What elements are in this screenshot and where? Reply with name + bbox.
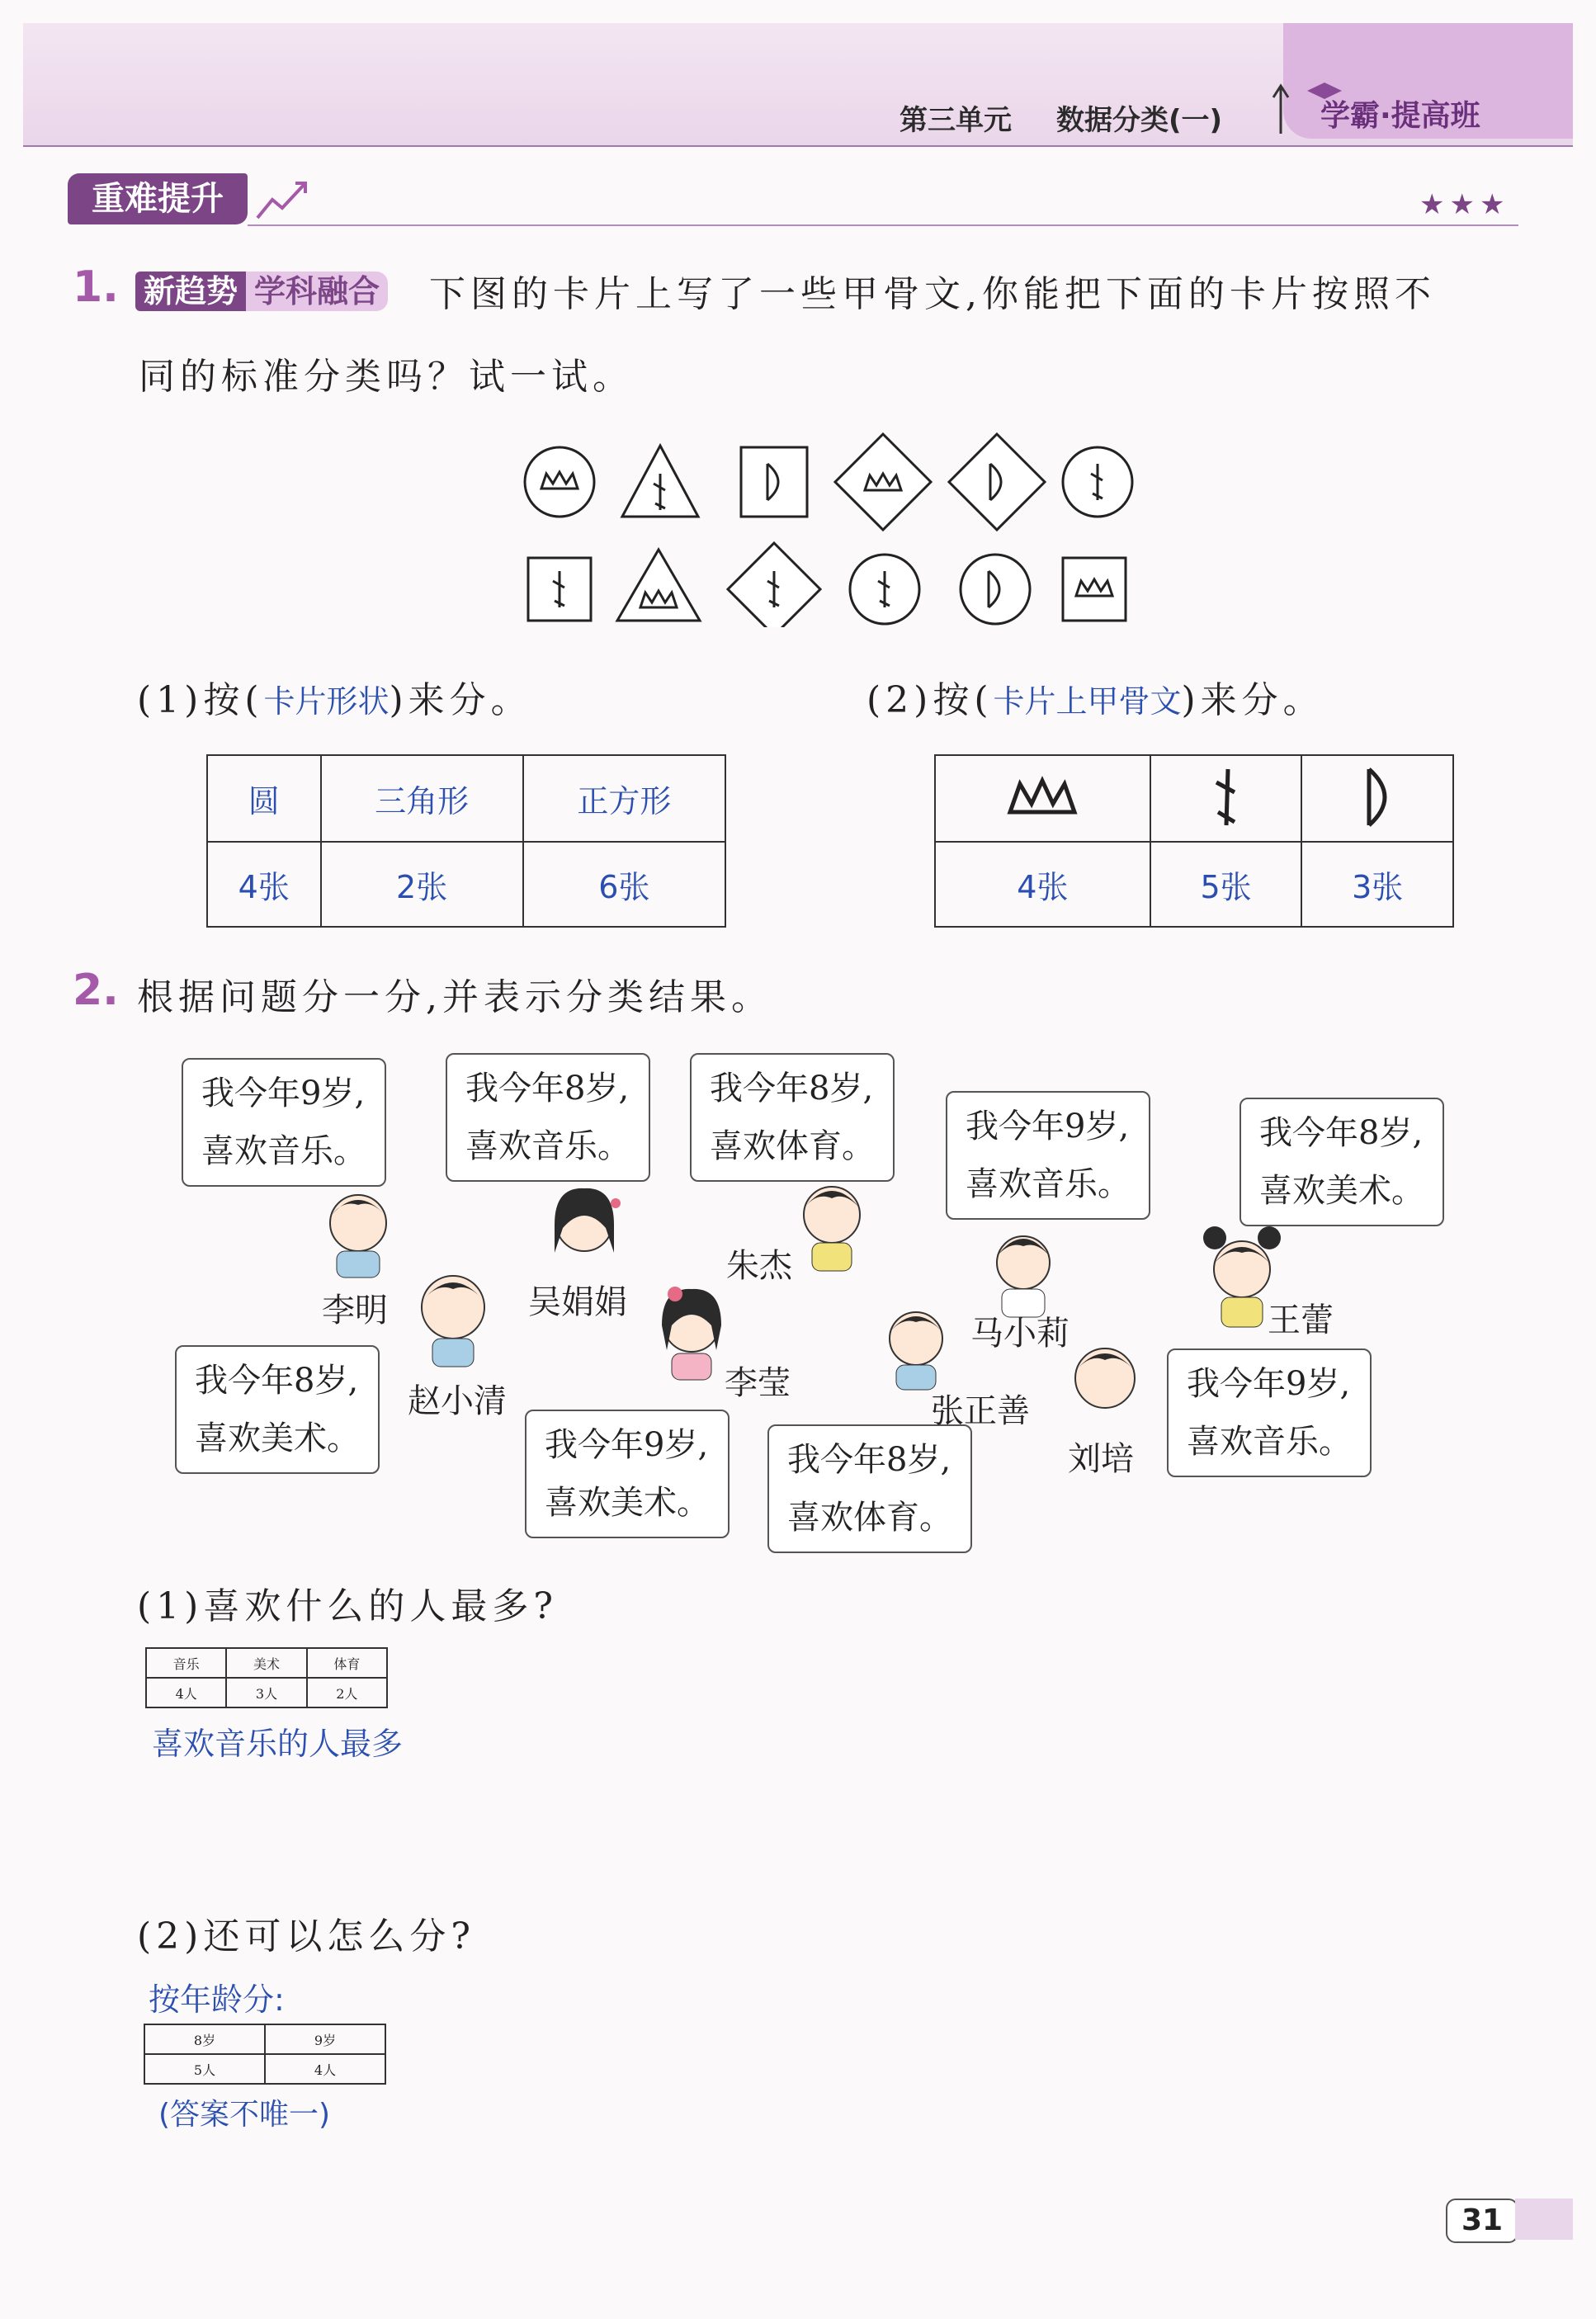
bubble-line: 喜欢音乐。 <box>201 1132 366 1170</box>
table-cell: 3人 <box>226 1678 306 1707</box>
card-triangle <box>617 550 700 621</box>
bubble-line: 喜欢美术。 <box>195 1419 360 1457</box>
card-square <box>1063 558 1126 621</box>
table-cell: 4人 <box>265 2054 385 2084</box>
moon-glyph-icon <box>1301 755 1453 842</box>
person-glyph-icon <box>1150 755 1302 842</box>
bubble-line: 我今年9岁, <box>545 1426 709 1464</box>
q1-part2-prefix: (2)按( <box>866 679 994 721</box>
q1-tags <box>135 266 388 311</box>
speech-bubble-wanglei <box>1239 1098 1444 1226</box>
difficulty-stars: ★★★ <box>1419 188 1510 221</box>
bubble-line: 喜欢音乐。 <box>966 1165 1131 1203</box>
card-diamond <box>949 434 1045 530</box>
bubble-line: 我今年9岁, <box>201 1074 366 1112</box>
q1-part2 <box>866 670 1324 723</box>
table-header: 三角形 <box>321 755 523 842</box>
bubble-line: 喜欢美术。 <box>1259 1172 1424 1210</box>
brand-title: 学霸·提高班 <box>1320 99 1480 133</box>
q1-shape-table <box>206 754 726 928</box>
q2-part2-label: 按年龄分: <box>149 1981 285 2018</box>
child-zhangzhengshan-avatar <box>875 1294 957 1393</box>
q2-part2-question: (2)还可以怎么分? <box>137 1915 475 1958</box>
card-circle <box>961 555 1030 624</box>
speech-bubble-liming <box>182 1058 386 1187</box>
table-cell: 5张 <box>1150 842 1302 927</box>
name-liupei: 刘培 <box>1068 1440 1134 1478</box>
speech-bubble-zhaoxiaoqing <box>175 1345 380 1474</box>
table-header: 8岁 <box>144 2024 265 2054</box>
child-zhujie-avatar <box>791 1170 873 1278</box>
q1-text-line1: 下图的卡片上写了一些甲骨文,你能把下面的卡片按照不 <box>429 273 1436 315</box>
table-cell: 2张 <box>321 842 523 927</box>
q2-hobby-table <box>145 1647 388 1708</box>
bubble-line: 喜欢体育。 <box>787 1499 952 1537</box>
page-number: 31 <box>1446 2199 1518 2243</box>
unit-label: 第三单元 <box>900 104 1012 137</box>
speech-bubble-liying <box>525 1410 730 1538</box>
child-maxiaoli-avatar <box>982 1213 1065 1320</box>
bubble-line: 我今年8岁, <box>710 1070 874 1108</box>
q1-number: 1. <box>73 262 119 312</box>
bubble-line: 我今年9岁, <box>966 1108 1130 1145</box>
tag-new-trend: 新趋势 <box>135 272 246 311</box>
chapter-label: 数据分类(一) <box>1056 104 1223 137</box>
child-zhaoxiaoqing-avatar <box>408 1261 498 1368</box>
bubble-line: 喜欢体育。 <box>710 1127 875 1165</box>
child-liying-avatar <box>650 1276 733 1383</box>
table-header: 美术 <box>226 1648 306 1678</box>
name-liying: 李莹 <box>725 1364 791 1402</box>
name-wujuanjuan: 吴娟娟 <box>528 1283 627 1321</box>
q2-age-table <box>144 2024 386 2085</box>
table-cell: 6张 <box>523 842 725 927</box>
child-liming-avatar <box>319 1182 398 1281</box>
q2-number: 2. <box>73 966 119 1015</box>
table-cell: 4张 <box>207 842 321 927</box>
name-zhangzhengshan: 张正善 <box>931 1392 1030 1430</box>
child-wujuanjuan-avatar <box>543 1178 626 1286</box>
bubble-line: 我今年8岁, <box>1259 1114 1424 1152</box>
bubble-line: 我今年9岁, <box>1187 1365 1351 1403</box>
q2-part1-question: (1)喜欢什么的人最多? <box>137 1585 558 1627</box>
name-wanglei: 王蕾 <box>1268 1301 1334 1339</box>
table-header: 9岁 <box>265 2024 385 2054</box>
arrow-up-icon <box>1267 79 1295 137</box>
oracle-cards <box>512 429 1155 627</box>
bubble-line: 喜欢美术。 <box>545 1484 710 1522</box>
q1-text-line2: 同的标准分类吗？试一试。 <box>139 356 634 398</box>
name-maxiaoli: 马小莉 <box>970 1315 1070 1353</box>
q2-part1-answer: 喜欢音乐的人最多 <box>152 1726 404 1762</box>
speech-bubble-zhujie <box>690 1053 895 1182</box>
table-cell: 2人 <box>307 1678 387 1707</box>
q1-part2-answer: 卡片上甲骨文 <box>993 683 1182 720</box>
q1-part1-suffix: )来分。 <box>389 679 532 721</box>
q2-text: 根据问题分一分,并表示分类结果。 <box>137 976 772 1018</box>
name-zhaoxiaoqing: 赵小清 <box>408 1382 507 1420</box>
name-liming: 李明 <box>322 1292 388 1330</box>
section-title: 重难提升 <box>68 173 248 224</box>
q1-part1-answer: 卡片形状 <box>263 683 390 720</box>
q1-part1-prefix: (1)按( <box>137 679 264 721</box>
card-square <box>741 447 807 517</box>
table-header: 正方形 <box>523 755 725 842</box>
q1-part1 <box>137 670 532 723</box>
name-zhujie: 朱杰 <box>726 1247 792 1285</box>
table-cell: 5人 <box>144 2054 265 2084</box>
table-cell: 4人 <box>146 1678 226 1707</box>
speech-bubble-wujuanjuan <box>446 1053 650 1182</box>
page-number-bar <box>1515 2199 1573 2240</box>
table-header: 体育 <box>307 1648 387 1678</box>
bubble-line: 喜欢音乐。 <box>465 1127 630 1165</box>
q2-part2-note: (答案不唯一) <box>158 2098 331 2132</box>
q1-glyph-table <box>934 754 1454 928</box>
bubble-line: 我今年8岁, <box>465 1070 630 1108</box>
speech-bubble-maxiaoli <box>946 1091 1150 1220</box>
card-circle <box>525 447 594 517</box>
trend-up-icon <box>254 177 312 223</box>
table-header: 圆 <box>207 755 321 842</box>
bubble-line: 喜欢音乐。 <box>1187 1423 1352 1461</box>
bubble-line: 我今年8岁, <box>787 1441 951 1479</box>
table-cell: 3张 <box>1301 842 1453 927</box>
child-liupei-avatar <box>1060 1332 1150 1431</box>
q1-part2-suffix: )来分。 <box>1181 679 1324 721</box>
crown-glyph-icon <box>935 755 1150 842</box>
bubble-line: 我今年8岁, <box>195 1362 359 1400</box>
card-diamond <box>835 434 931 530</box>
table-cell: 4张 <box>935 842 1150 927</box>
speech-bubble-zhangzhengshan <box>767 1424 972 1553</box>
table-header: 音乐 <box>146 1648 226 1678</box>
speech-bubble-liupei <box>1167 1348 1372 1477</box>
tag-interdisciplinary: 学科融合 <box>246 272 388 311</box>
section-rule <box>248 224 1518 226</box>
